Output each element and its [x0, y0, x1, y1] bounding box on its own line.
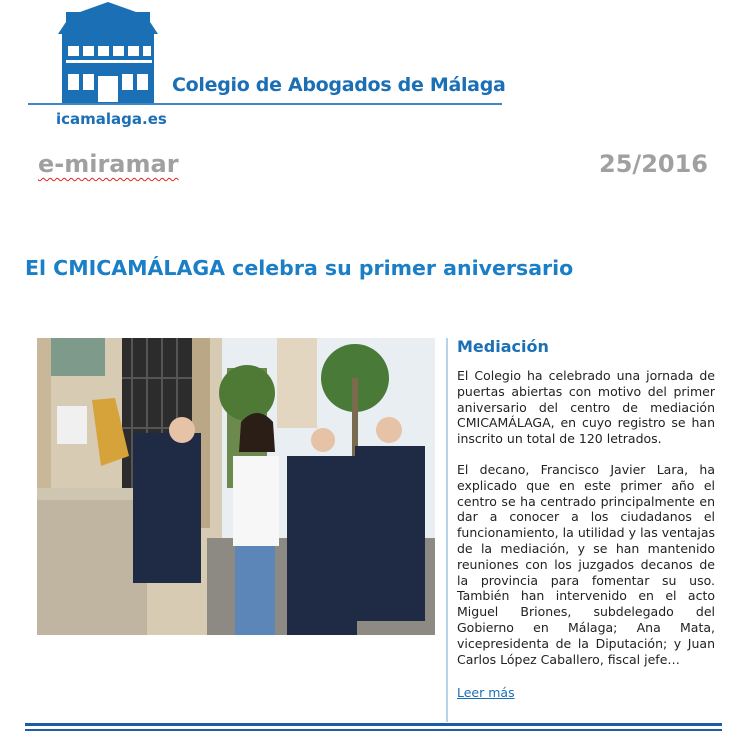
read-more-link[interactable]: Leer más: [457, 685, 515, 701]
article-text-column: [457, 337, 715, 701]
article-paragraph: El decano, Francisco Javier Lara, ha explicado que en este primer año el centro se ha centrado principalmente en dar a conocer a los ciudadanos el funcionamiento, la utilidad y las ventajas de la mediación, y se han mantenido reuniones con los juzgados decanos de la provincia para fomentar su uso. También han intervenido en el acto Miguel Briones, subdelegado del Gobierno en Málaga; Ana Mata, vicepresidenta de la Diputación; y Juan Carlos López Caballero, fiscal jefe…: [457, 461, 715, 667]
column-divider: [446, 338, 448, 722]
site-domain: icamalaga.es: [56, 110, 167, 128]
footer-rule: [25, 729, 722, 731]
article-paragraph: El Colegio ha celebrado una jornada de puertas abiertas con motivo del primer aniversario del centro de mediación CMICAMÁLAGA, en cuyo registro se han inscrito un total de 120 letrados.: [457, 368, 715, 447]
publication-name: e-miramar: [38, 150, 179, 178]
issue-number: 25/2016: [599, 150, 708, 178]
article-photo: [37, 338, 435, 635]
section-title: Mediación: [457, 337, 549, 356]
org-name: Colegio de Abogados de Málaga: [172, 74, 506, 96]
article-headline: El CMICAMÁLAGA celebra su primer aniversario: [25, 256, 574, 280]
footer-rule: [25, 723, 722, 726]
logo-divider: [28, 103, 502, 105]
